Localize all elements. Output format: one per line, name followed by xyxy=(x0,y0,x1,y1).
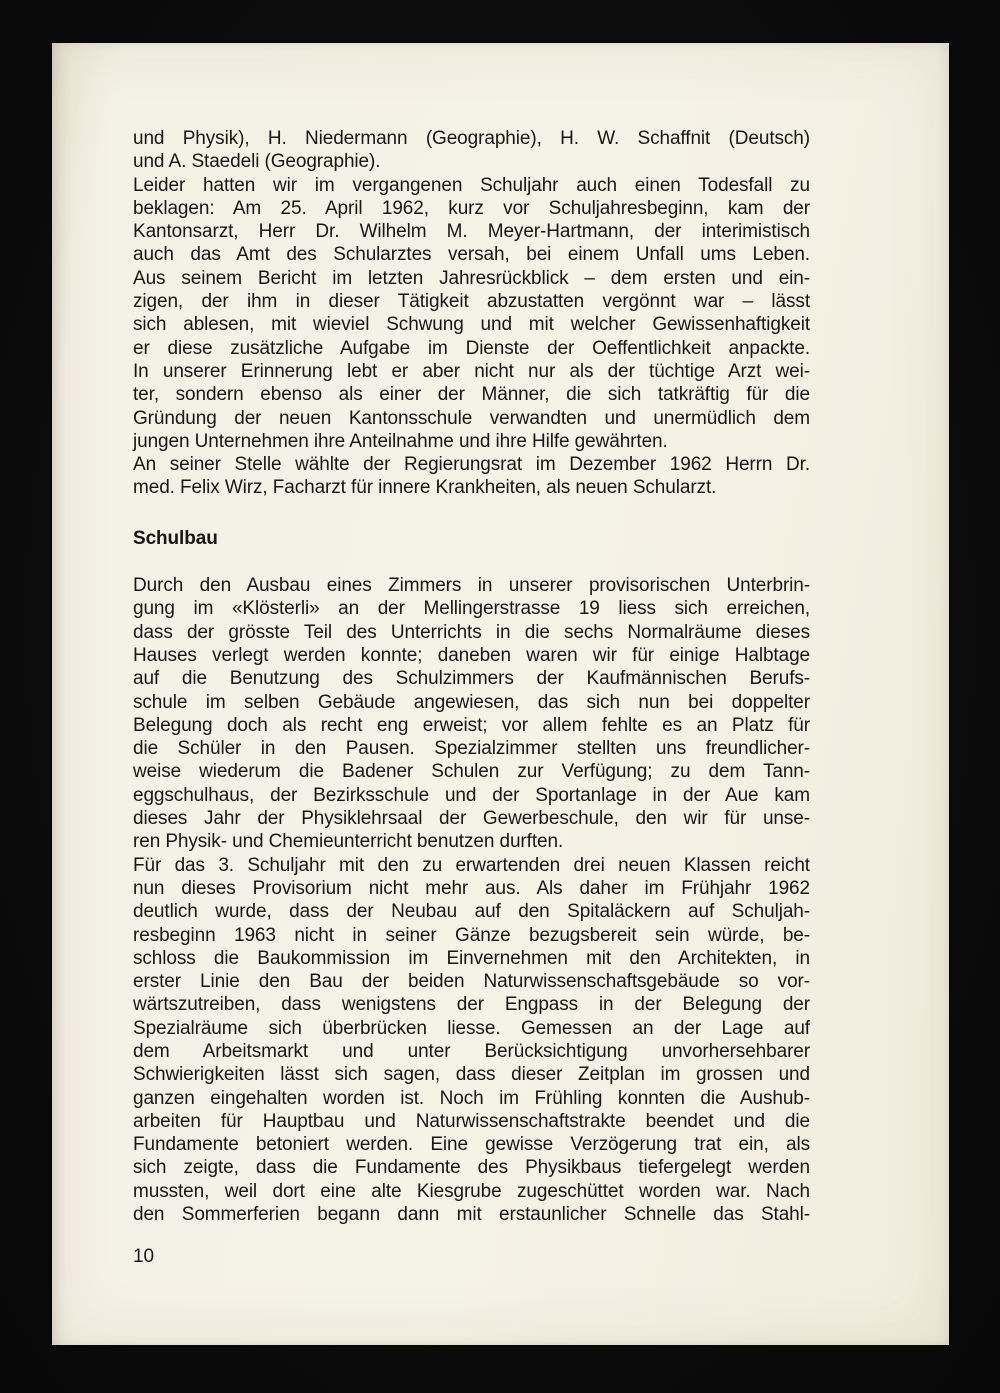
text-line: eggschulhaus, der Bezirksschule und der Sportanlage in der Aue kam xyxy=(133,784,810,806)
text-line: Leider hatten wir im vergangenen Schuljahr auch einen Todesfall zu xyxy=(133,174,810,196)
text-line: ren Physik- und Chemieunterricht benutzen durften. xyxy=(133,831,564,853)
text-line: deutlich wurde, dass der Neubau auf den Spitaläckern auf Schuljah- xyxy=(133,901,810,923)
paragraph xyxy=(133,574,810,854)
text-line: beklagen: Am 25. April 1962, kurz vor Schuljahresbeginn, kam der xyxy=(133,197,810,219)
paragraph xyxy=(133,453,810,500)
text-line: An seiner Stelle wählte der Regierungsrat im Dezember 1962 Herrn Dr. xyxy=(133,454,810,476)
text-line: Gründung der neuen Kantonsschule verwandten und unermüdlich dem xyxy=(133,407,810,429)
text-line: er diese zusätzliche Aufgabe im Dienste der Oeffentlichkeit anpackte. xyxy=(133,337,810,359)
text-line: In unserer Erinnerung lebt er aber nicht nur als der tüchtige Arzt wei- xyxy=(133,360,810,382)
text-line: mussten, weil dort eine alte Kiesgrube zugeschüttet worden war. Nach xyxy=(133,1180,810,1202)
text-line: schloss die Baukommission im Einvernehmen mit den Architekten, in xyxy=(133,947,810,969)
text-line: auf die Benutzung des Schulzimmers der Kaufmännischen Berufs- xyxy=(133,668,810,690)
text-line: ganzen eingehalten worden ist. Noch im Frühling konnten die Aushub- xyxy=(133,1087,810,1109)
text-line: schule im selben Gebäude angewiesen, das sich nun bei doppelter xyxy=(133,691,810,713)
text-line: und Physik), H. Niedermann (Geographie), H. W. Schaffnit (Deutsch) xyxy=(133,128,810,149)
text-line: Spezialräume sich überbrücken liesse. Gemessen an der Lage auf xyxy=(133,1017,810,1039)
text-line: dass der grösste Teil des Unterrichts in die sechs Normalräume dieses xyxy=(133,621,810,643)
text-line: Belegung doch als recht eng erweist; vor allem fehlte es an Platz für xyxy=(133,714,810,736)
section-heading: Schulbau xyxy=(133,527,218,549)
text-line: med. Felix Wirz, Facharzt für innere Krankheiten, als neuen Schularzt. xyxy=(133,477,717,499)
paragraph xyxy=(133,127,810,174)
text-line: Fundamente betoniert werden. Eine gewisse Verzögerung trat ein, als xyxy=(133,1134,810,1156)
text-line: erster Linie den Bau der beiden Naturwissenschaftsgebäude so vor- xyxy=(133,971,810,993)
text-line: ter, sondern ebenso als einer der Männer, die sich tatkräftig für die xyxy=(133,384,810,406)
text-line: Aus seinem Bericht im letzten Jahresrückblick – dem ersten und ein- xyxy=(133,267,810,289)
text-line: Hauses verlegt werden konnte; daneben waren wir für einige Halbtage xyxy=(133,644,810,666)
text-line: Kantonsarzt, Herr Dr. Wilhelm M. Meyer-Hartmann, der interimistisch xyxy=(133,221,810,243)
text-line: weise wiederum die Badener Schulen zur Verfügung; zu dem Tann- xyxy=(133,761,810,783)
text-line: auch das Amt des Schularztes versah, bei einem Unfall ums Leben. xyxy=(133,244,810,266)
text-line: wärtszutreiben, dass wenigstens der Engpass in der Belegung der xyxy=(133,994,810,1016)
text-line: zigen, der ihm in dieser Tätigkeit abzustatten vergönnt war – lässt xyxy=(133,291,810,313)
text-line: sich ablesen, mit wieviel Schwung und mit welcher Gewissenhaftigkeit xyxy=(133,314,810,336)
text-line: nun dieses Provisorium nicht mehr aus. Als daher im Frühjahr 1962 xyxy=(133,877,810,899)
text-line: arbeiten für Hauptbau und Naturwissenschaftstrakte beendet und die xyxy=(133,1110,810,1132)
body-text xyxy=(133,127,810,1226)
text-line: die Schüler in den Pausen. Spezialzimmer stellten uns freundlicher- xyxy=(133,738,810,760)
text-line: gung im «Klösterli» an der Mellingerstrasse 19 liess sich erreichen, xyxy=(133,598,810,620)
text-line: resbeginn 1963 nicht in seiner Gänze bezugsbereit sein würde, be- xyxy=(133,924,810,946)
text-line: den Sommerferien begann dann mit erstaunlicher Schnelle das Stahl- xyxy=(133,1204,810,1226)
text-line: Für das 3. Schuljahr mit den zu erwartenden drei neuen Klassen reicht xyxy=(133,854,810,876)
text-line: und A. Staedeli (Geographie). xyxy=(133,151,381,173)
scanned-page xyxy=(52,43,949,1345)
text-line: jungen Unternehmen ihre Anteilnahme und ihre Hilfe gewährten. xyxy=(133,430,668,452)
paragraph xyxy=(133,174,810,454)
text-line: sich zeigte, dass die Fundamente des Physikbaus tiefergelegt werden xyxy=(133,1157,810,1179)
text-line: Schwierigkeiten lässt sich sagen, dass dieser Zeitplan im grossen und xyxy=(133,1064,810,1086)
text-line: Durch den Ausbau eines Zimmers in unserer provisorischen Unterbrin- xyxy=(133,575,810,597)
text-line: dieses Jahr der Physiklehrsaal der Gewerbeschule, den wir für unse- xyxy=(133,808,810,830)
page-number: 10 xyxy=(133,1246,154,1268)
page-text xyxy=(133,127,810,1269)
text-line: dem Arbeitsmarkt und unter Berücksichtigung unvorhersehbarer xyxy=(133,1040,810,1062)
paragraph xyxy=(133,854,810,1227)
